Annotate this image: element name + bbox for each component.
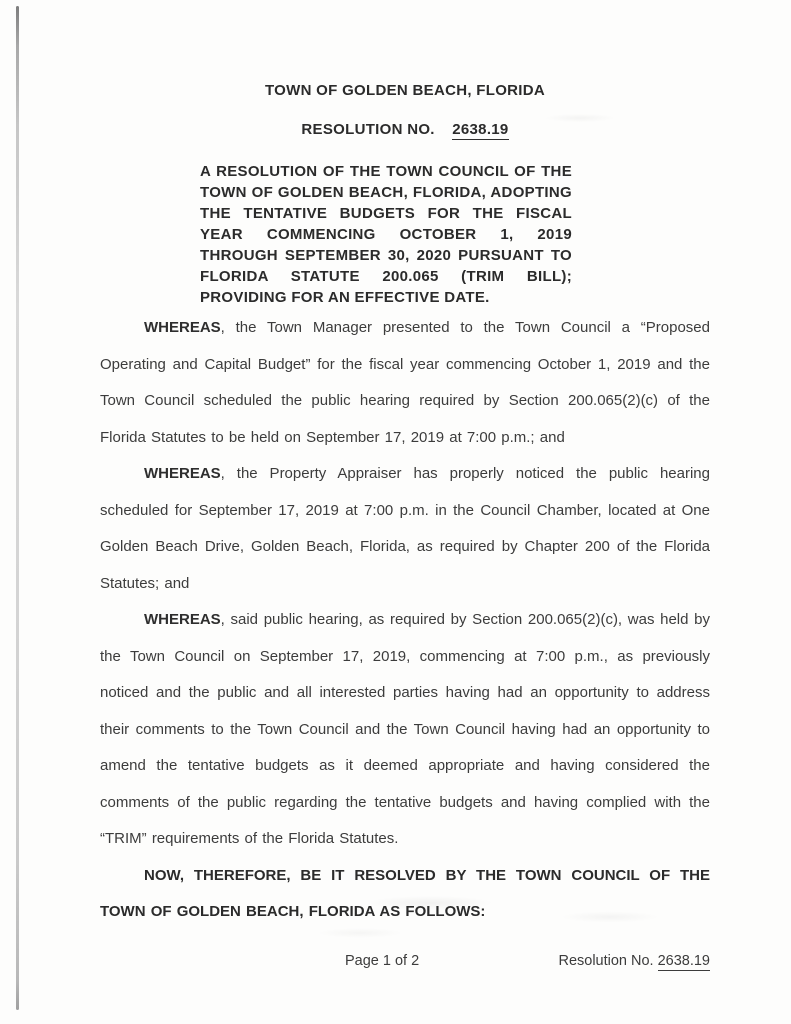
page-footer	[100, 953, 710, 973]
footer-resolution-number: 2638.19	[657, 953, 710, 969]
whereas-lead-3: WHEREAS	[144, 611, 221, 628]
footer-resolution-label: Resolution No.	[558, 953, 654, 969]
resolved-clause: NOW, THEREFORE, BE IT RESOLVED BY THE TOWN COUNCIL OF THE TOWN OF GOLDEN BEACH, FLORIDA AS FOLLOWS:	[100, 866, 710, 920]
whereas-lead-1: WHEREAS	[144, 319, 221, 336]
whereas-text-2: , the Property Appraiser has properly noticed the public hearing scheduled for September 17, 2019 at 7:00 p.m. in the Council Chamber, located at One Golden Beach Drive, Golden Beach, Florida, as required by Chapter 200 of the Florida Statutes; and	[100, 465, 710, 592]
document-content	[100, 82, 710, 931]
document-body	[100, 310, 710, 931]
resolution-summary-clause: A RESOLUTION OF THE TOWN COUNCIL OF THE TOWN OF GOLDEN BEACH, FLORIDA, ADOPTING THE TENTATIVE BUDGETS FOR THE FISCAL YEAR COMMENCING OCTOBER 1, 2019 THROUGH SEPTEMBER 30, 2020 PURSUANT TO FLORIDA STATUTE 200.065 (TRIM BILL); PROVIDING FOR AN EFFECTIVE DATE.	[200, 163, 572, 306]
whereas-text-3: , said public hearing, as required by Section 200.065(2)(c), was held by the Town Council on September 17, 2019, commencing at 7:00 p.m., as previously noticed and the public and all interested parties having had an opportunity to address their comments to the Town Council and the Town Council having had an opportunity to amend the tentative budgets as it deemed appropriate and having considered the comments of the public regarding the tentative budgets and having complied with the “TRIM” requirements of the Florida Statutes.	[100, 611, 710, 847]
document-title: TOWN OF GOLDEN BEACH, FLORIDA	[264, 82, 546, 99]
resolution-heading-number: 2638.19	[452, 121, 509, 138]
whereas-lead-2: WHEREAS	[144, 465, 221, 482]
page-number: Page 1 of 2	[345, 953, 420, 969]
resolution-heading-label: RESOLUTION NO.	[301, 121, 435, 138]
whereas-text-1: , the Town Manager presented to the Town Council a “Proposed Operating and Capital Budget” for the fiscal year commencing October 1, 2019 and the Town Council scheduled the public hearing required by Section 200.065(2)(c) of the Florida Statutes to be held on September 17, 2019 at 7:00 p.m.; and	[100, 319, 710, 446]
whereas-paragraph-2	[100, 456, 710, 602]
whereas-paragraph-3	[100, 602, 710, 858]
scan-edge-artifact	[16, 6, 19, 1010]
whereas-paragraph-1	[100, 310, 710, 456]
resolution-heading	[100, 121, 710, 139]
footer-resolution-reference	[558, 953, 710, 969]
